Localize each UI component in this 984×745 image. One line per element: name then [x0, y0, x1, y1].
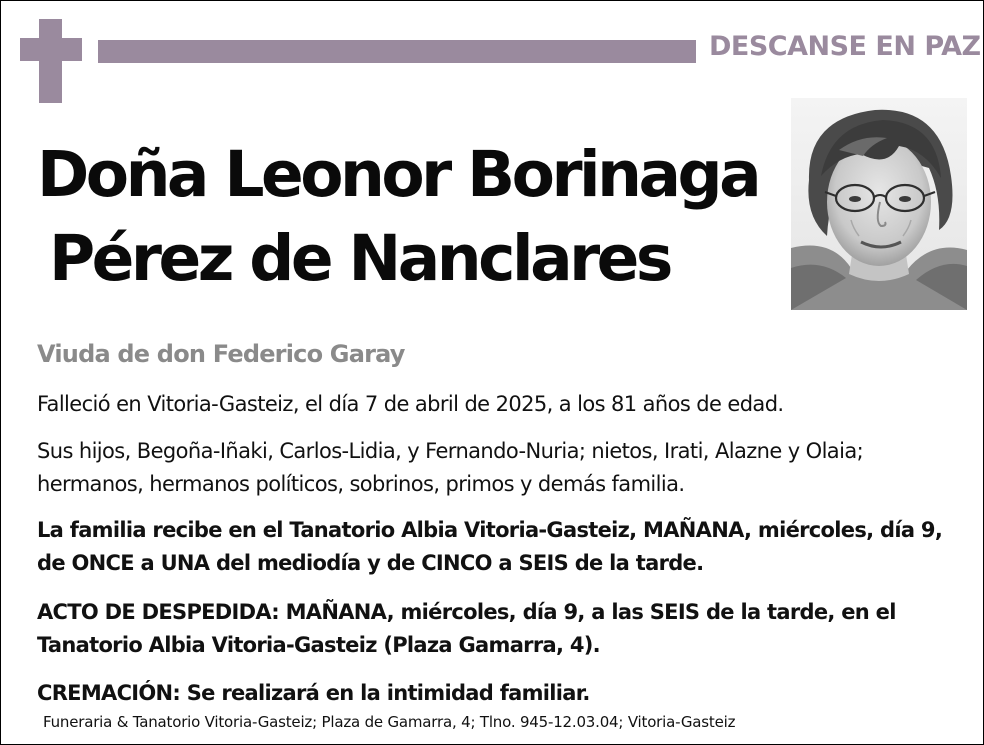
funeral-home-footer: Funeraria & Tanatorio Vitoria-Gasteiz; Plaza de Gamarra, 4; Tlno. 945-12.03.04; Vitoria-Gasteiz	[43, 713, 736, 731]
death-notice-text: Falleció en Vitoria-Gasteiz, el día 7 de abril de 2025, a los 81 años de edad.	[37, 392, 784, 416]
cross-vertical-bar	[39, 19, 62, 103]
header-rule	[98, 40, 696, 63]
banner-text: DESCANSE EN PAZ	[709, 31, 981, 62]
visitation-text: La familia recibe en el Tanatorio Albia Vitoria-Gasteiz, MAÑANA, miércoles, día 9, de ONCE a UNA del mediodía y de CINCO a SEIS de la tarde.	[37, 518, 943, 575]
name-line-2: Pérez de Nanclares	[49, 222, 670, 295]
portrait-photo	[791, 98, 967, 310]
cross-horizontal-bar	[20, 38, 82, 61]
widow-of-subtitle: Viuda de don Federico Garay	[37, 340, 405, 368]
deceased-name	[37, 133, 758, 301]
name-line-1: Doña Leonor Borinaga	[37, 138, 759, 211]
family-text: Sus hijos, Begoña-Iñaki, Carlos-Lidia, y Fernando-Nuria; nietos, Irati, Alazne y Olaia; hermanos, hermanos políticos, sobrinos, primos y demás familia.	[37, 439, 864, 496]
farewell-text: ACTO DE DESPEDIDA: MAÑANA, miércoles, día 9, a las SEIS de la tarde, en el Tanatorio Albia Vitoria-Gasteiz (Plaza Gamarra, 4).	[37, 600, 896, 657]
cremation-text: CREMACIÓN: Se realizará en la intimidad familiar.	[37, 681, 590, 705]
